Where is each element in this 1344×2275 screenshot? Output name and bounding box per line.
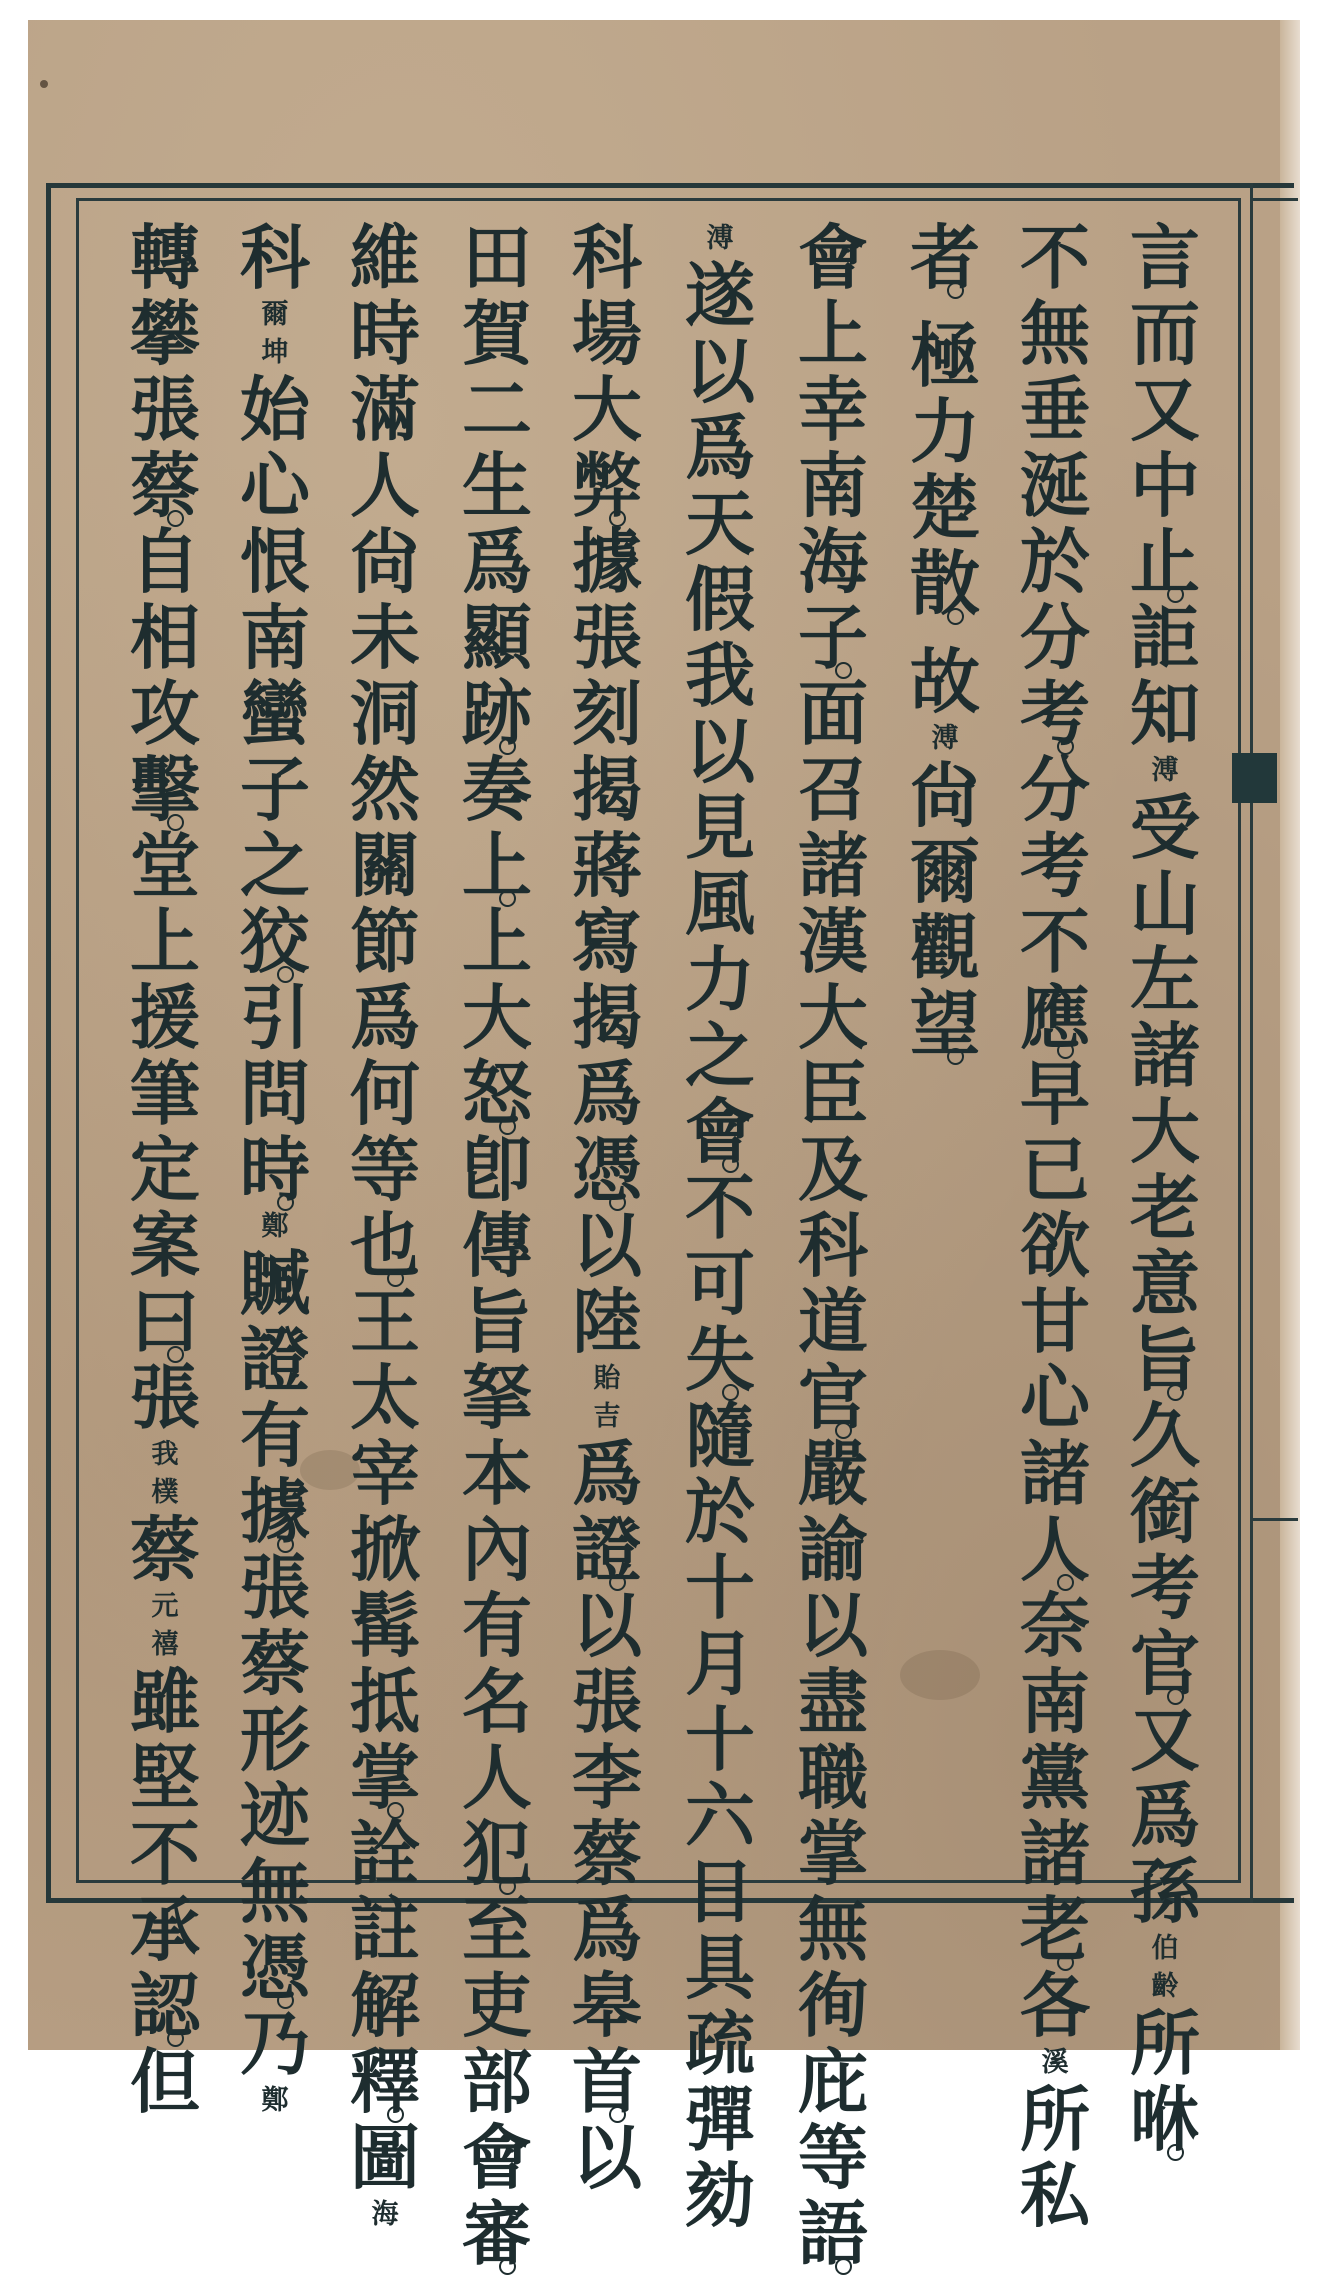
text-character: 不 bbox=[130, 1812, 200, 1895]
text-character: 以 bbox=[572, 2116, 642, 2199]
text-character: 王 bbox=[350, 1280, 420, 1363]
text-character: 轉 bbox=[130, 216, 200, 299]
text-character: 山 bbox=[1130, 862, 1200, 945]
text-character: 彈 bbox=[685, 2078, 755, 2161]
text-character: 詎 bbox=[1130, 596, 1200, 679]
text-character: 子 bbox=[798, 596, 868, 679]
text-character: 止 bbox=[1130, 520, 1200, 603]
text-character: 圖 bbox=[350, 2116, 420, 2199]
text-character: 傳 bbox=[462, 1204, 532, 1287]
text-character: 知 bbox=[1130, 672, 1200, 755]
text-character: 筆 bbox=[130, 1052, 200, 1135]
text-character: 疏 bbox=[685, 2002, 755, 2085]
text-character: 語 bbox=[798, 2192, 868, 2275]
text-character: 望 bbox=[910, 982, 980, 1065]
text-column bbox=[1010, 216, 1100, 2237]
text-character: 各 bbox=[1020, 1964, 1090, 2047]
text-character: 李 bbox=[572, 1736, 642, 1819]
text-character: 心 bbox=[1020, 1356, 1090, 1439]
text-character: 案 bbox=[130, 1204, 200, 1287]
text-character: 六 bbox=[685, 1774, 755, 1857]
text-character: 恨 bbox=[240, 520, 310, 603]
text-character: 攻 bbox=[130, 672, 200, 755]
text-character: 拏 bbox=[462, 1356, 532, 1439]
text-character: 張 bbox=[130, 1356, 200, 1439]
text-character: 分 bbox=[1020, 748, 1090, 831]
text-character: 咻 bbox=[1130, 2078, 1200, 2161]
text-column bbox=[452, 216, 542, 2275]
interlinear-note: 爾 坤 bbox=[261, 299, 289, 368]
interlinear-note: 溥 bbox=[706, 223, 734, 254]
text-character: 盡 bbox=[798, 1660, 868, 1743]
text-character: 力 bbox=[685, 938, 755, 1021]
text-character: 定 bbox=[130, 1128, 200, 1211]
fishtail-mark bbox=[1232, 753, 1277, 803]
text-character: 但 bbox=[130, 2040, 200, 2123]
text-character: 認 bbox=[130, 1964, 200, 2047]
text-character: 人 bbox=[350, 444, 420, 527]
text-character: 楚 bbox=[910, 466, 980, 549]
text-character: 奈 bbox=[1020, 1584, 1090, 1667]
text-column bbox=[562, 216, 652, 2199]
text-character: 未 bbox=[350, 596, 420, 679]
text-character: 關 bbox=[350, 824, 420, 907]
text-character: 髯 bbox=[350, 1584, 420, 1667]
text-character: 解 bbox=[350, 1964, 420, 2047]
text-character: 所 bbox=[1130, 2002, 1200, 2085]
text-character: 有 bbox=[462, 1584, 532, 1667]
text-character: 散 bbox=[910, 542, 980, 625]
text-character: 旨 bbox=[1130, 1318, 1200, 1401]
text-character: 應 bbox=[1020, 976, 1090, 1059]
text-character: 時 bbox=[350, 292, 420, 375]
interlinear-note: 溥 bbox=[1151, 755, 1179, 786]
text-character: 也 bbox=[350, 1204, 420, 1287]
text-character: 諸 bbox=[1020, 1812, 1090, 1895]
text-character: 註 bbox=[350, 1888, 420, 1971]
interlinear-note: 貽 吉 bbox=[593, 1363, 621, 1432]
text-character: 證 bbox=[572, 1508, 642, 1591]
text-character: 爾 bbox=[910, 830, 980, 913]
text-character: 臣 bbox=[798, 1052, 868, 1135]
text-character: 心 bbox=[240, 444, 310, 527]
text-character: 隨 bbox=[685, 1394, 755, 1477]
text-character: 宰 bbox=[350, 1432, 420, 1515]
text-character: 又 bbox=[1130, 1698, 1200, 1781]
text-character: 面 bbox=[798, 672, 868, 755]
text-character: 至 bbox=[462, 1888, 532, 1971]
text-character: 大 bbox=[798, 976, 868, 1059]
text-character: 十 bbox=[685, 1698, 755, 1781]
text-character: 名 bbox=[462, 1660, 532, 1743]
text-character: 賀 bbox=[462, 292, 532, 375]
text-character: 部 bbox=[462, 2040, 532, 2123]
text-character: 假 bbox=[685, 558, 755, 641]
text-character: 張 bbox=[572, 1660, 642, 1743]
text-character: 者 bbox=[910, 216, 980, 299]
text-character: 節 bbox=[350, 900, 420, 983]
text-character: 意 bbox=[1130, 1242, 1200, 1325]
text-character: 之 bbox=[240, 824, 310, 907]
text-character: 又 bbox=[1130, 368, 1200, 451]
text-character: 甘 bbox=[1020, 1280, 1090, 1363]
text-character: 諸 bbox=[1020, 1432, 1090, 1515]
text-column bbox=[675, 220, 765, 2237]
text-character: 人 bbox=[1020, 1508, 1090, 1591]
text-character: 引 bbox=[240, 976, 310, 1059]
text-character: 大 bbox=[572, 368, 642, 451]
text-character: 何 bbox=[350, 1052, 420, 1135]
text-character: 會 bbox=[685, 1090, 755, 1173]
text-character: 上 bbox=[130, 900, 200, 983]
text-character: 天 bbox=[685, 482, 755, 565]
text-character: 陸 bbox=[572, 1280, 642, 1363]
text-character: 援 bbox=[130, 976, 200, 1059]
text-character: 卽 bbox=[462, 1128, 532, 1211]
text-character: 垂 bbox=[1020, 368, 1090, 451]
text-character: 劾 bbox=[685, 2154, 755, 2237]
text-character: 寫 bbox=[572, 900, 642, 983]
text-character: 不 bbox=[685, 1166, 755, 1249]
text-character: 詮 bbox=[350, 1812, 420, 1895]
text-character: 刻 bbox=[572, 672, 642, 755]
text-character: 蔡 bbox=[130, 444, 200, 527]
text-character: 科 bbox=[572, 216, 642, 299]
text-character: 蔡 bbox=[130, 1508, 200, 1591]
text-column bbox=[1120, 216, 1210, 2161]
text-character: 釋 bbox=[350, 2040, 420, 2123]
text-column bbox=[230, 216, 320, 2116]
text-character: 海 bbox=[798, 520, 868, 603]
text-character: 爲 bbox=[462, 520, 532, 603]
text-character: 張 bbox=[240, 1546, 310, 1629]
text-character: 南 bbox=[798, 444, 868, 527]
text-character: 科 bbox=[240, 216, 310, 299]
punctuation-circle bbox=[903, 622, 987, 644]
text-character: 已 bbox=[1020, 1128, 1090, 1211]
interlinear-note: 海 bbox=[371, 2199, 399, 2230]
text-character: 以 bbox=[685, 710, 755, 793]
text-character: 觀 bbox=[910, 906, 980, 989]
text-character: 掌 bbox=[798, 1812, 868, 1895]
text-character: 揭 bbox=[572, 748, 642, 831]
text-character: 老 bbox=[1020, 1888, 1090, 1971]
text-character: 張 bbox=[130, 368, 200, 451]
text-character: 據 bbox=[240, 1470, 310, 1553]
text-character: 失 bbox=[685, 1318, 755, 1401]
text-character: 場 bbox=[572, 292, 642, 375]
text-character: 欲 bbox=[1020, 1204, 1090, 1287]
text-character: 嚴 bbox=[798, 1432, 868, 1515]
text-character: 尙 bbox=[910, 754, 980, 837]
text-character: 相 bbox=[130, 596, 200, 679]
text-character: 於 bbox=[685, 1470, 755, 1553]
side-rule-top bbox=[1253, 198, 1298, 201]
text-column bbox=[788, 216, 878, 2275]
text-character: 諭 bbox=[798, 1508, 868, 1591]
text-character: 官 bbox=[1130, 1622, 1200, 1705]
text-character: 久 bbox=[1130, 1394, 1200, 1477]
text-character: 爲 bbox=[1130, 1774, 1200, 1857]
text-character: 十 bbox=[685, 1546, 755, 1629]
text-character: 吏 bbox=[462, 1964, 532, 2047]
text-character: 於 bbox=[1020, 520, 1090, 603]
text-character: 風 bbox=[685, 862, 755, 945]
margin-rule bbox=[1250, 183, 1253, 1903]
text-character: 皋 bbox=[572, 1964, 642, 2047]
text-character: 我 bbox=[685, 634, 755, 717]
interlinear-note: 我 樸 bbox=[151, 1439, 179, 1508]
text-character: 洞 bbox=[350, 672, 420, 755]
text-character: 贓 bbox=[240, 1242, 310, 1325]
text-character: 科 bbox=[798, 1204, 868, 1287]
text-character: 力 bbox=[910, 390, 980, 473]
text-character: 南 bbox=[240, 596, 310, 679]
text-character: 黨 bbox=[1020, 1736, 1090, 1819]
text-character: 堅 bbox=[130, 1736, 200, 1819]
text-character: 會 bbox=[798, 216, 868, 299]
text-character: 諸 bbox=[1130, 1014, 1200, 1097]
text-character: 幸 bbox=[798, 368, 868, 451]
text-character: 不 bbox=[1020, 216, 1090, 299]
text-character: 抵 bbox=[350, 1660, 420, 1743]
text-character: 不 bbox=[1020, 900, 1090, 983]
text-character: 顯 bbox=[462, 596, 532, 679]
text-character: 有 bbox=[240, 1394, 310, 1477]
text-character: 始 bbox=[240, 368, 310, 451]
text-character: 上 bbox=[462, 900, 532, 983]
text-character: 內 bbox=[462, 1508, 532, 1591]
text-character: 蔡 bbox=[240, 1622, 310, 1705]
text-character: 跡 bbox=[462, 672, 532, 755]
text-character: 故 bbox=[910, 640, 980, 723]
text-character: 乃 bbox=[240, 2002, 310, 2085]
text-character: 張 bbox=[572, 596, 642, 679]
text-character: 徇 bbox=[798, 1964, 868, 2047]
text-character: 言 bbox=[1130, 216, 1200, 299]
text-character: 可 bbox=[685, 1242, 755, 1325]
text-character: 形 bbox=[240, 1698, 310, 1781]
interlinear-note: 鄭 bbox=[261, 2085, 289, 2116]
text-character: 揭 bbox=[572, 976, 642, 1059]
text-column bbox=[900, 216, 990, 1860]
text-character: 憑 bbox=[240, 1926, 310, 2009]
text-character: 審 bbox=[462, 2192, 532, 2275]
text-character: 大 bbox=[462, 976, 532, 1059]
text-character: 見 bbox=[685, 786, 755, 869]
text-character: 時 bbox=[240, 1128, 310, 1211]
text-character: 堂 bbox=[130, 824, 200, 907]
text-character: 諸 bbox=[798, 824, 868, 907]
text-character: 分 bbox=[1020, 596, 1090, 679]
text-character: 二 bbox=[462, 368, 532, 451]
ink-speck bbox=[40, 80, 48, 88]
text-character: 日 bbox=[685, 1850, 755, 1933]
text-character: 無 bbox=[1020, 292, 1090, 375]
text-character: 考 bbox=[1130, 1546, 1200, 1629]
text-character: 而 bbox=[1130, 292, 1200, 375]
text-character: 考 bbox=[1020, 824, 1090, 907]
text-character: 中 bbox=[1130, 444, 1200, 527]
text-character: 旨 bbox=[462, 1280, 532, 1363]
text-character: 狡 bbox=[240, 900, 310, 983]
text-character: 大 bbox=[1130, 1090, 1200, 1173]
text-character: 曰 bbox=[130, 1280, 200, 1363]
text-character: 生 bbox=[462, 444, 532, 527]
text-character: 職 bbox=[798, 1736, 868, 1819]
text-character: 受 bbox=[1130, 786, 1200, 869]
text-character: 以 bbox=[572, 1204, 642, 1287]
text-character: 攀 bbox=[130, 292, 200, 375]
text-character: 子 bbox=[240, 748, 310, 831]
text-character: 上 bbox=[462, 824, 532, 907]
text-character: 奏 bbox=[462, 748, 532, 831]
text-character: 考 bbox=[1020, 672, 1090, 755]
text-character: 田 bbox=[462, 216, 532, 299]
text-character: 首 bbox=[572, 2040, 642, 2123]
text-character: 爲 bbox=[350, 976, 420, 1059]
text-column bbox=[340, 216, 430, 2230]
text-character: 等 bbox=[350, 1128, 420, 1211]
interlinear-note: 溥 bbox=[931, 723, 959, 754]
interlinear-note: 鄭 bbox=[261, 1211, 289, 1242]
text-character: 爲 bbox=[572, 1888, 642, 1971]
text-character: 具 bbox=[685, 1926, 755, 2009]
text-character: 銜 bbox=[1130, 1470, 1200, 1553]
text-character: 以 bbox=[685, 330, 755, 413]
text-character: 掀 bbox=[350, 1508, 420, 1591]
text-character: 迹 bbox=[240, 1774, 310, 1857]
text-character: 孫 bbox=[1130, 1850, 1200, 1933]
text-character: 擊 bbox=[130, 748, 200, 831]
text-character: 極 bbox=[910, 314, 980, 397]
text-character: 等 bbox=[798, 2116, 868, 2199]
text-character: 憑 bbox=[572, 1128, 642, 1211]
text-character: 證 bbox=[240, 1318, 310, 1401]
text-character: 本 bbox=[462, 1432, 532, 1515]
text-character: 私 bbox=[1020, 2154, 1090, 2237]
punctuation-circle bbox=[903, 296, 987, 318]
text-character: 自 bbox=[130, 520, 200, 603]
text-character: 雖 bbox=[130, 1660, 200, 1743]
text-character: 所 bbox=[1020, 2078, 1090, 2161]
text-character: 上 bbox=[798, 292, 868, 375]
text-character: 爲 bbox=[685, 406, 755, 489]
text-character: 遂 bbox=[685, 254, 755, 337]
text-character: 人 bbox=[462, 1736, 532, 1819]
text-character: 召 bbox=[798, 748, 868, 831]
text-character: 太 bbox=[350, 1356, 420, 1439]
text-character: 犯 bbox=[462, 1812, 532, 1895]
interlinear-note: 伯 齡 bbox=[1151, 1933, 1179, 2002]
punctuation-circle bbox=[903, 1062, 987, 1084]
text-character: 據 bbox=[572, 520, 642, 603]
text-character: 南 bbox=[1020, 1660, 1090, 1743]
text-character: 弊 bbox=[572, 444, 642, 527]
text-character: 官 bbox=[798, 1356, 868, 1439]
text-character: 承 bbox=[130, 1888, 200, 1971]
text-character: 老 bbox=[1130, 1166, 1200, 1249]
text-character: 涎 bbox=[1020, 444, 1090, 527]
text-character: 蔡 bbox=[572, 1812, 642, 1895]
text-character: 及 bbox=[798, 1128, 868, 1211]
text-character: 蔣 bbox=[572, 824, 642, 907]
text-character: 無 bbox=[240, 1850, 310, 1933]
text-character: 爲 bbox=[572, 1432, 642, 1515]
text-character: 以 bbox=[798, 1584, 868, 1667]
text-character: 庇 bbox=[798, 2040, 868, 2123]
text-character: 漢 bbox=[798, 900, 868, 983]
text-character: 月 bbox=[685, 1622, 755, 1705]
text-character: 問 bbox=[240, 1052, 310, 1135]
text-character: 蠻 bbox=[240, 672, 310, 755]
text-character: 無 bbox=[798, 1888, 868, 1971]
text-character: 尙 bbox=[350, 520, 420, 603]
text-character: 之 bbox=[685, 1014, 755, 1097]
text-character: 會 bbox=[462, 2116, 532, 2199]
text-character: 掌 bbox=[350, 1736, 420, 1819]
text-character: 然 bbox=[350, 748, 420, 831]
text-character: 左 bbox=[1130, 938, 1200, 1021]
text-character: 爲 bbox=[572, 1052, 642, 1135]
text-character: 怒 bbox=[462, 1052, 532, 1135]
interlinear-note: 溪 bbox=[1041, 2047, 1069, 2078]
text-column bbox=[120, 216, 210, 2123]
text-character: 早 bbox=[1020, 1052, 1090, 1135]
text-character: 以 bbox=[572, 1584, 642, 1667]
text-character: 滿 bbox=[350, 368, 420, 451]
side-rule-bottom bbox=[1253, 1518, 1298, 1521]
text-character: 道 bbox=[798, 1280, 868, 1363]
interlinear-note: 元 禧 bbox=[151, 1591, 179, 1660]
text-character: 維 bbox=[350, 216, 420, 299]
